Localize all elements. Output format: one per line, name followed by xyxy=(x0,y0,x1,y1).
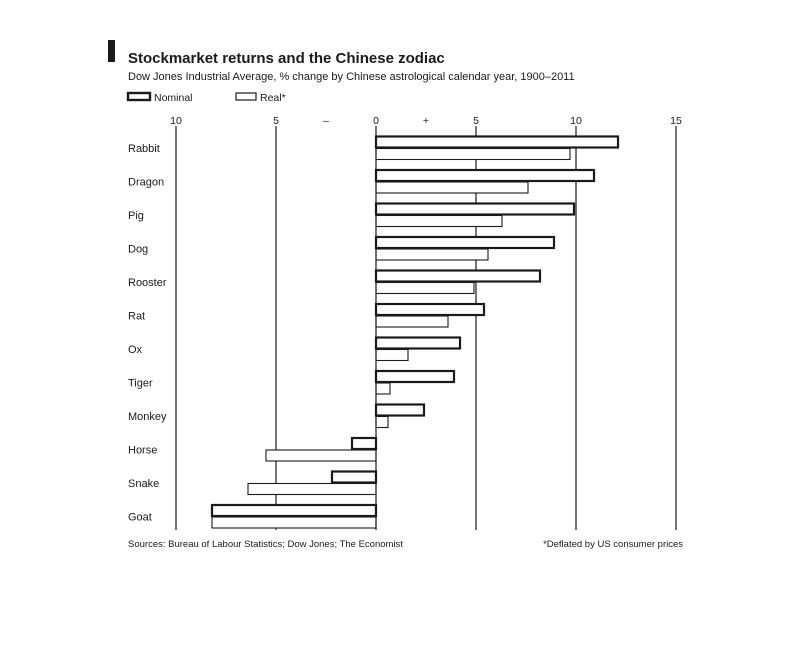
bar-real xyxy=(376,216,502,227)
bar-nominal xyxy=(376,137,618,148)
category-label: Dog xyxy=(128,243,149,256)
bar-nominal xyxy=(376,338,460,349)
bar-real xyxy=(376,350,408,361)
footnote: *Deflated by US consumer prices xyxy=(543,539,683,550)
bar-nominal xyxy=(352,438,376,449)
x-tick-label: 10 xyxy=(170,115,182,127)
bar-nominal xyxy=(376,170,594,181)
bar-real xyxy=(266,450,376,461)
category-label: Rabbit xyxy=(128,143,160,155)
chart-title: Stockmarket returns and the Chinese zodiac xyxy=(128,50,445,67)
bar-nominal xyxy=(212,505,376,516)
category-label: Monkey xyxy=(128,411,167,423)
x-tick-label: – xyxy=(323,115,329,127)
chart-subtitle: Dow Jones Industrial Average, % change by Chinese astrological calendar year, 1900–2011 xyxy=(128,71,575,83)
bar-real xyxy=(376,417,388,428)
legend-swatch-nominal xyxy=(128,93,150,100)
x-tick-label: 15 xyxy=(670,115,682,127)
title-marker xyxy=(108,40,115,62)
category-label: Ox xyxy=(128,344,143,356)
legend-swatch-real xyxy=(236,93,256,100)
legend-label-nominal: Nominal xyxy=(154,92,193,104)
x-tick-label: 0 xyxy=(373,115,379,127)
bar-nominal xyxy=(376,371,454,382)
category-label: Dragon xyxy=(128,176,165,189)
x-tick-label: 5 xyxy=(473,115,479,127)
bar-real xyxy=(248,484,376,495)
bar-nominal xyxy=(376,304,484,315)
x-tick-label: + xyxy=(422,115,430,127)
bar-nominal xyxy=(376,204,574,215)
category-label: Rat xyxy=(128,310,146,323)
x-tick-label: 5 xyxy=(273,115,279,127)
category-label: Snake xyxy=(128,478,160,490)
bar-real xyxy=(376,149,570,160)
bar-real xyxy=(376,383,390,394)
category-label: Goat xyxy=(128,511,152,524)
bar-nominal xyxy=(376,405,424,416)
bar-real xyxy=(376,316,448,327)
bar-real xyxy=(212,517,376,528)
bar-nominal xyxy=(376,271,540,282)
x-axis-ticks xyxy=(170,115,682,127)
category-label: Pig xyxy=(128,210,144,222)
legend xyxy=(128,92,286,104)
bar-real xyxy=(376,182,528,193)
source-note: Sources: Bureau of Labour Statistics; Dow Jones; The Economist xyxy=(128,539,403,550)
bar-nominal xyxy=(332,472,376,483)
x-tick-label: 10 xyxy=(570,115,582,127)
bar-nominal xyxy=(376,237,554,248)
category-label: Horse xyxy=(128,444,158,457)
bar-real xyxy=(376,249,488,260)
category-label: Tiger xyxy=(128,377,153,390)
legend-label-real: Real* xyxy=(260,92,286,104)
bar-real xyxy=(376,283,474,294)
category-labels xyxy=(128,143,167,524)
category-label: Rooster xyxy=(128,277,167,289)
